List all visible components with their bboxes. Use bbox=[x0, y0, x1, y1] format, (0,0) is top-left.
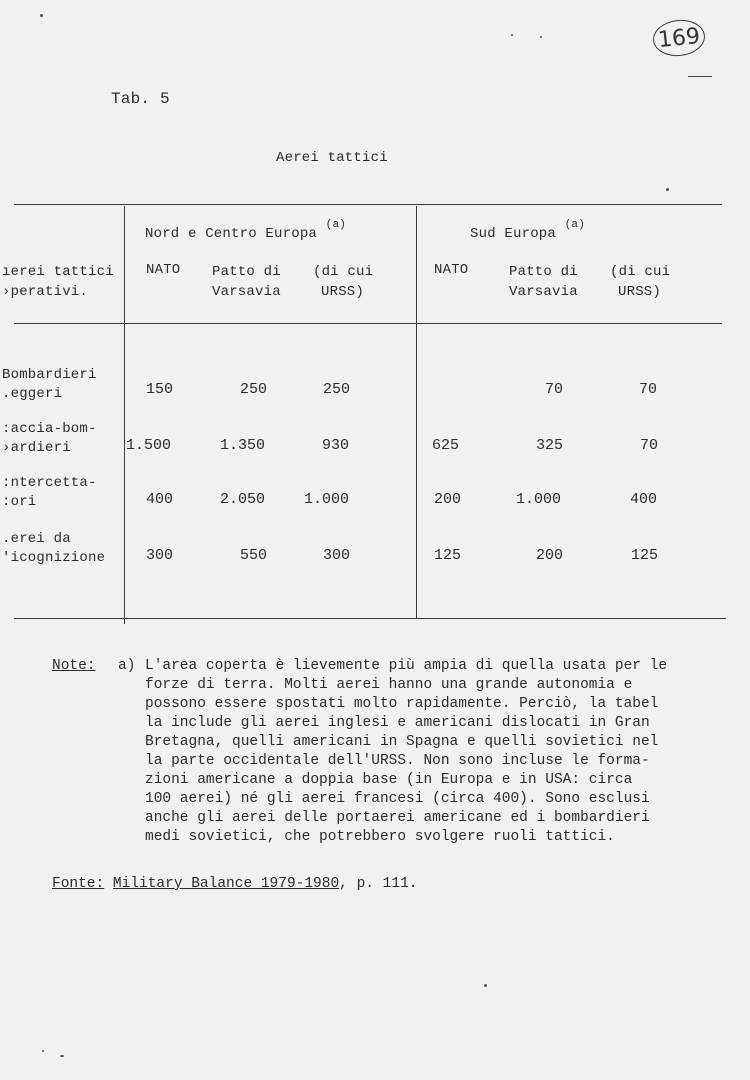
cell-value: 325 bbox=[536, 437, 564, 454]
source-page: , p. 111. bbox=[339, 876, 418, 892]
note-line: la parte occidentale dell'URSS. Non sono incluse le forma- bbox=[145, 753, 650, 769]
col-header-nato: NATO bbox=[146, 262, 181, 278]
note-line: possono essere spostati molto rapidamente. Perciò, la tabel bbox=[145, 696, 659, 712]
note-line: zioni americane a doppia base (in Europa e in USA: circa bbox=[145, 772, 633, 788]
table-label: Tab. 5 bbox=[111, 90, 170, 108]
col-header-patto: Patto di Varsavia bbox=[212, 264, 281, 300]
row-label: Bombardieri .eggeri bbox=[2, 367, 97, 402]
group-header-north: Nord e Centro Europa $^{(a)}$ bbox=[145, 219, 347, 242]
cell-value: 300 bbox=[323, 547, 351, 564]
table-divider-middle bbox=[416, 206, 417, 618]
group-header-south: Sud Europa $^{(a)}$ bbox=[470, 219, 586, 242]
scan-speck bbox=[60, 1055, 64, 1057]
cell-value: 70 bbox=[640, 437, 659, 454]
note-text bbox=[145, 657, 667, 847]
cell-value: 1.000 bbox=[304, 491, 350, 508]
page-number-stamp: 169 bbox=[651, 17, 706, 58]
cell-value: 550 bbox=[240, 547, 268, 564]
superscript-a: (a) bbox=[325, 219, 347, 231]
cell-value: 1.000 bbox=[516, 491, 562, 508]
scan-speck bbox=[511, 34, 513, 36]
cell-value: 930 bbox=[322, 437, 350, 454]
cell-value: 200 bbox=[434, 491, 462, 508]
source-label: Fonte: bbox=[52, 876, 105, 892]
table-title: Aerei tattici bbox=[276, 150, 388, 166]
note-line: anche gli aerei delle portaerei americane ed i bombardieri bbox=[145, 810, 650, 826]
scan-speck bbox=[484, 984, 487, 987]
cell-value: 125 bbox=[434, 547, 462, 564]
col-header-patto: Patto di Varsavia bbox=[509, 264, 578, 300]
cell-value: 250 bbox=[240, 381, 268, 398]
row-label: .erei da 'icognizione bbox=[2, 531, 106, 566]
cell-value: 150 bbox=[146, 381, 174, 398]
row-label: :accia-bom- ›ardieri bbox=[2, 421, 97, 456]
cell-value: 70 bbox=[639, 381, 658, 398]
note-label: Note: bbox=[52, 658, 96, 674]
scan-speck bbox=[40, 14, 43, 17]
note-line: L'area coperta è lievemente più ampia di quella usata per le bbox=[145, 658, 668, 674]
cell-value: 300 bbox=[146, 547, 174, 564]
cell-value: 1.350 bbox=[220, 437, 266, 454]
scan-speck bbox=[540, 36, 542, 38]
table-bottom-rule bbox=[14, 618, 726, 619]
note-line: Bretagna, quelli americani in Spagna e quelli sovietici nel bbox=[145, 734, 659, 750]
source-title: Military Balance 1979-1980 bbox=[112, 876, 340, 892]
note-line: 100 aerei) né gli aerei francesi (circa 400). Sono esclusi bbox=[145, 791, 650, 807]
cell-value: 400 bbox=[630, 491, 658, 508]
col-header-urss: (di cui URSS) bbox=[610, 264, 671, 300]
stamp-underline bbox=[688, 76, 712, 77]
cell-value: 625 bbox=[432, 437, 460, 454]
note-line: medi sovietici, che potrebbero svolgere ruoli tattici. bbox=[145, 829, 615, 845]
cell-value: 250 bbox=[323, 381, 351, 398]
note-line: la include gli aerei inglesi e americani dislocati in Gran bbox=[145, 715, 650, 731]
cell-value: 70 bbox=[545, 381, 564, 398]
col-header-urss: (di cui URSS) bbox=[313, 264, 374, 300]
source-line bbox=[52, 875, 418, 894]
row-label: :ntercetta- :ori bbox=[2, 475, 97, 510]
scan-speck bbox=[42, 1050, 44, 1052]
table-header-rule bbox=[14, 323, 722, 324]
superscript-a: (a) bbox=[564, 219, 586, 231]
cell-value: 125 bbox=[631, 547, 659, 564]
table-top-rule bbox=[14, 204, 722, 205]
cell-value: 200 bbox=[536, 547, 564, 564]
note-line: forze di terra. Molti aerei hanno una grande autonomia e bbox=[145, 677, 633, 693]
scan-speck bbox=[666, 188, 669, 191]
table-divider-left bbox=[124, 206, 125, 624]
cell-value: 2.050 bbox=[220, 491, 266, 508]
cell-value: 400 bbox=[146, 491, 174, 508]
col-header-nato: NATO bbox=[434, 262, 469, 278]
row-header-label: ıerei tattici ›perativi. bbox=[2, 264, 114, 300]
cell-value: 1.500 bbox=[126, 437, 172, 454]
note-marker: a) bbox=[118, 658, 136, 674]
